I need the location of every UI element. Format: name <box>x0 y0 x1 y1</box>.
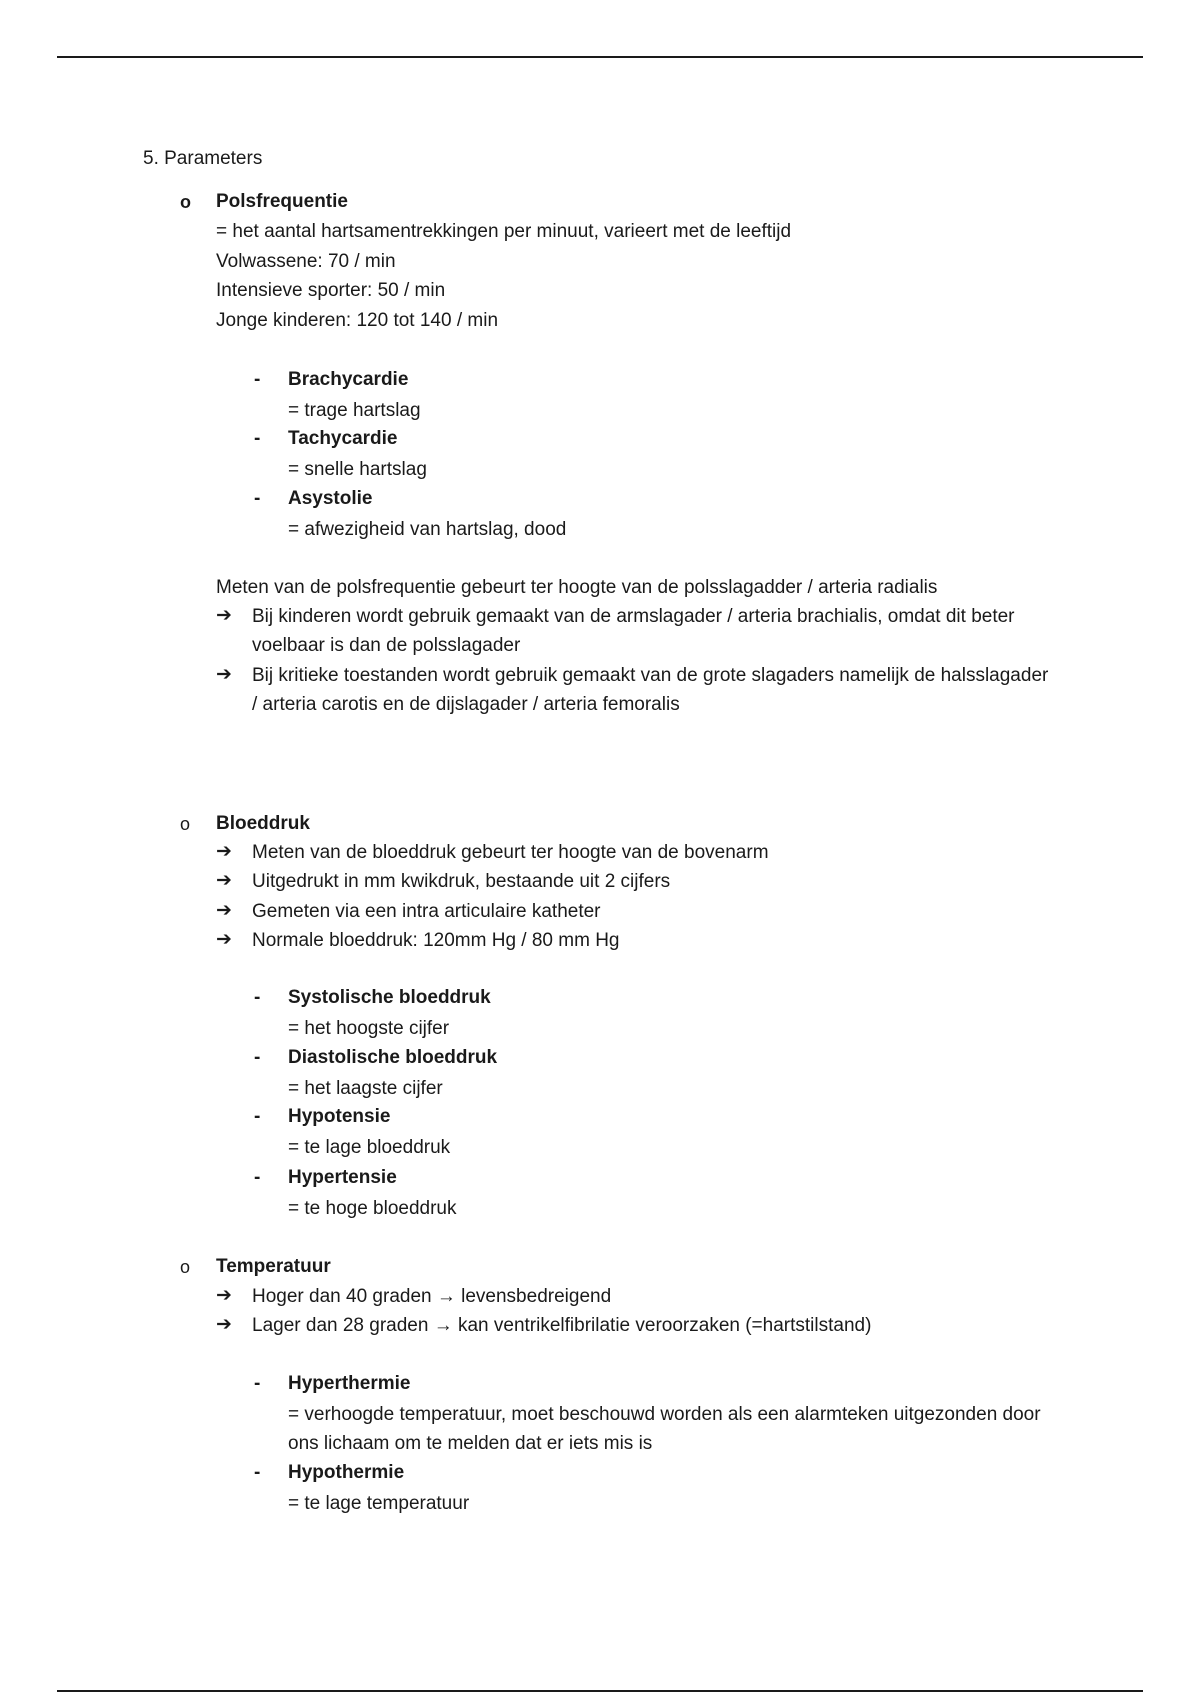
dash-bullet: - <box>254 488 261 509</box>
term-definition: = te lage temperatuur <box>288 1493 470 1514</box>
term-definition: = het laagste cijfer <box>288 1078 443 1099</box>
arrow-text: Bij kinderen wordt gebruik gemaakt van de armslagader / arteria brachialis, omdat dit beter voelbaar is dan de polsslagader <box>252 606 1015 656</box>
term-label: Hypothermie <box>288 1462 405 1483</box>
arrow-text: Meten van de bloeddruk gebeurt ter hoogte van de bovenarm <box>252 842 769 863</box>
arrow-icon: ➔ <box>216 1314 232 1335</box>
list-bullet: o <box>180 1257 191 1277</box>
arrow-icon: ➔ <box>216 870 232 891</box>
term-label: Hypotensie <box>288 1106 391 1127</box>
list-bullet: o <box>180 814 191 834</box>
section-title: Temperatuur <box>216 1256 331 1277</box>
term-definition: = het hoogste cijfer <box>288 1018 450 1039</box>
section-heading: 5. Parameters <box>143 148 263 169</box>
term-definition: = te hoge bloeddruk <box>288 1198 457 1219</box>
arrow-text: Normale bloeddruk: 120mm Hg / 80 mm Hg <box>252 930 620 951</box>
term-label: Diastolische bloeddruk <box>288 1047 498 1068</box>
arrow-icon: ➔ <box>216 841 232 862</box>
text-line: Jonge kinderen: 120 tot 140 / min <box>216 310 499 331</box>
term-definition: = snelle hartslag <box>288 459 427 480</box>
arrow-text: Lager dan 28 graden → kan ventrikelfibrilatie veroorzaken (=hartstilstand) <box>252 1315 872 1336</box>
term-definition: = te lage bloeddruk <box>288 1137 451 1158</box>
arrow-icon: ➔ <box>216 664 232 685</box>
dash-bullet: - <box>254 369 261 390</box>
term-label: Tachycardie <box>288 428 398 449</box>
arrow-icon: ➔ <box>216 900 232 921</box>
list-bullet: o <box>180 192 191 212</box>
header-rule <box>57 56 1143 58</box>
term-label: Asystolie <box>288 488 373 509</box>
term-label: Systolische bloeddruk <box>288 987 491 1008</box>
arrow-text: Hoger dan 40 graden → levensbedreigend <box>252 1286 612 1307</box>
dash-bullet: - <box>254 428 261 449</box>
arrow-text: Gemeten via een intra articulaire katheter <box>252 901 601 922</box>
dash-bullet: - <box>254 1462 261 1483</box>
section-title: Polsfrequentie <box>216 191 348 212</box>
term-label: Hypertensie <box>288 1167 397 1188</box>
section-title: Bloeddruk <box>216 813 310 834</box>
term-definition: = trage hartslag <box>288 400 421 421</box>
footer-rule <box>57 1690 1143 1692</box>
text-line: Intensieve sporter: 50 / min <box>216 280 446 301</box>
dash-bullet: - <box>254 1167 261 1188</box>
dash-bullet: - <box>254 1047 261 1068</box>
arrow-icon: ➔ <box>216 1285 232 1306</box>
term-label: Brachycardie <box>288 369 409 390</box>
arrow-icon: ➔ <box>216 605 232 626</box>
term-definition: = afwezigheid van hartslag, dood <box>288 519 567 540</box>
dash-bullet: - <box>254 1373 261 1394</box>
text-line: Meten van de polsfrequentie gebeurt ter hoogte van de polsslagadder / arteria radialis <box>216 577 938 598</box>
dash-bullet: - <box>254 987 261 1008</box>
term-label: Hyperthermie <box>288 1373 411 1394</box>
text-line: = het aantal hartsamentrekkingen per minuut, varieert met de leeftijd <box>216 221 792 242</box>
dash-bullet: - <box>254 1106 261 1127</box>
term-definition: = verhoogde temperatuur, moet beschouwd worden als een alarmteken uitgezonden door ons lichaam om te melden dat er iets mis is <box>288 1404 1041 1454</box>
arrow-text: Uitgedrukt in mm kwikdruk, bestaande uit 2 cijfers <box>252 871 671 892</box>
arrow-text: Bij kritieke toestanden wordt gebruik gemaakt van de grote slagaders namelijk de halsslagader / arteria carotis en de dijslagader / arteria femoralis <box>252 665 1049 715</box>
text-line: Volwassene: 70 / min <box>216 251 396 272</box>
arrow-icon: ➔ <box>216 929 232 950</box>
